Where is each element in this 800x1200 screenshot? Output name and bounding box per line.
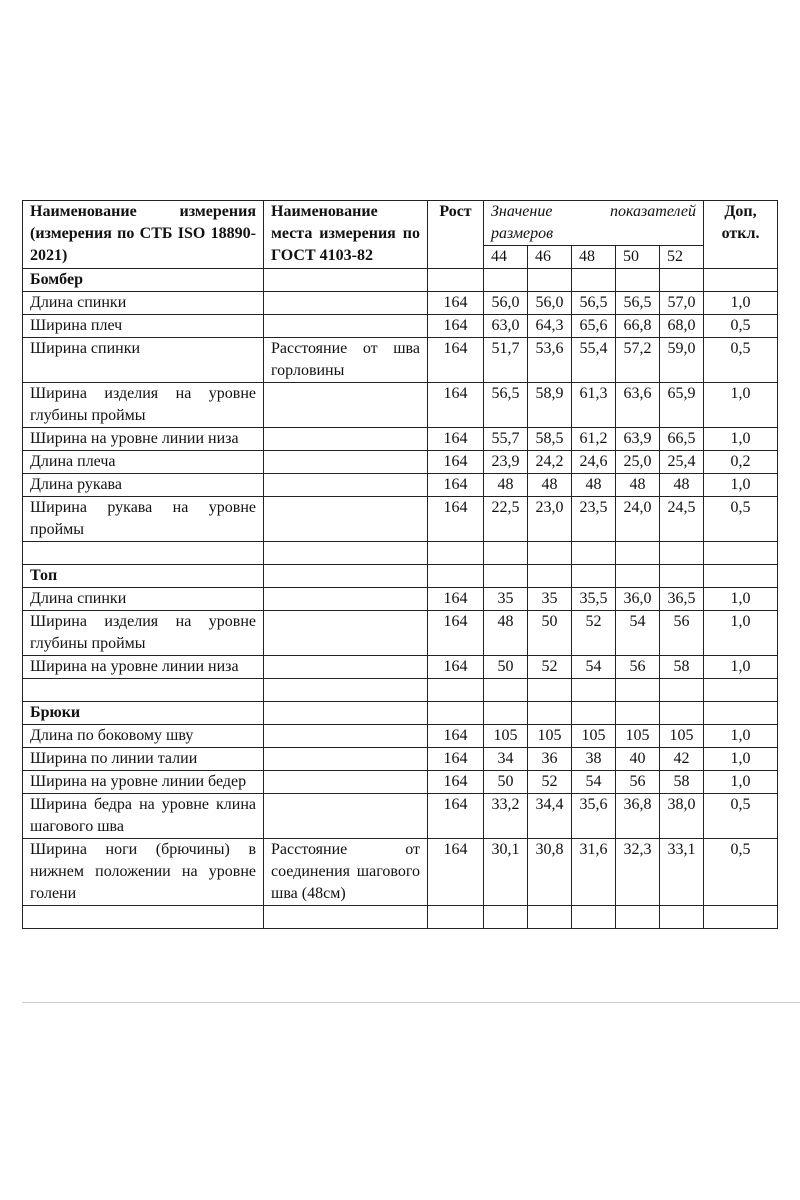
empty-cell xyxy=(660,269,704,292)
measurement-name: Ширина спинки xyxy=(23,338,264,383)
measurement-row xyxy=(23,839,778,906)
measurement-row xyxy=(23,656,778,679)
empty-cell xyxy=(572,542,616,565)
section-header-row xyxy=(23,702,778,725)
empty-row xyxy=(23,542,778,565)
height-value: 164 xyxy=(428,315,484,338)
size-value: 50 xyxy=(484,771,528,794)
measurement-place xyxy=(264,383,428,428)
empty-cell xyxy=(616,542,660,565)
size-value: 57,0 xyxy=(660,292,704,315)
measurement-place: Расстояние от шва горловины xyxy=(264,338,428,383)
measurement-name: Ширина ноги (брючины) в нижнем положении на уровне голени xyxy=(23,839,264,906)
measurement-place xyxy=(264,474,428,497)
size-value: 25,0 xyxy=(616,451,660,474)
size-value: 24,5 xyxy=(660,497,704,542)
size-value: 48 xyxy=(572,474,616,497)
tolerance-value: 0,5 xyxy=(704,315,778,338)
header-height: Рост xyxy=(428,201,484,269)
size-value: 68,0 xyxy=(660,315,704,338)
height-value: 164 xyxy=(428,428,484,451)
size-value: 30,8 xyxy=(528,839,572,906)
empty-cell xyxy=(616,906,660,929)
measurement-name: Ширина рукава на уровне проймы xyxy=(23,497,264,542)
empty-cell xyxy=(484,269,528,292)
empty-cell xyxy=(660,565,704,588)
measurement-row xyxy=(23,771,778,794)
size-value: 33,1 xyxy=(660,839,704,906)
empty-cell xyxy=(428,702,484,725)
empty-cell xyxy=(704,269,778,292)
measurement-name: Длина по боковому шву xyxy=(23,725,264,748)
header-size-values: Значение показателей размеров xyxy=(484,201,704,246)
size-value: 52 xyxy=(528,656,572,679)
size-value: 22,5 xyxy=(484,497,528,542)
empty-cell xyxy=(428,679,484,702)
measurement-row xyxy=(23,338,778,383)
size-value: 58,9 xyxy=(528,383,572,428)
header-measurement-name: Наименование измерения (измерения по СТБ ISO 18890-2021) xyxy=(23,201,264,269)
size-value: 23,5 xyxy=(572,497,616,542)
size-spec-table xyxy=(22,200,778,929)
size-value: 50 xyxy=(484,656,528,679)
empty-cell xyxy=(572,269,616,292)
size-value: 58 xyxy=(660,771,704,794)
empty-cell xyxy=(484,679,528,702)
height-value: 164 xyxy=(428,497,484,542)
size-value: 24,2 xyxy=(528,451,572,474)
height-value: 164 xyxy=(428,451,484,474)
empty-row xyxy=(23,906,778,929)
size-value: 54 xyxy=(572,771,616,794)
tolerance-value: 1,0 xyxy=(704,656,778,679)
size-value: 105 xyxy=(484,725,528,748)
size-value: 35 xyxy=(484,588,528,611)
size-value: 54 xyxy=(572,656,616,679)
size-value: 56,0 xyxy=(528,292,572,315)
measurement-place xyxy=(264,497,428,542)
size-value: 54 xyxy=(616,611,660,656)
size-value: 55,7 xyxy=(484,428,528,451)
measurement-row xyxy=(23,292,778,315)
measurement-place xyxy=(264,451,428,474)
empty-cell xyxy=(23,542,264,565)
empty-cell xyxy=(528,542,572,565)
height-value: 164 xyxy=(428,383,484,428)
size-value: 48 xyxy=(660,474,704,497)
size-value: 61,3 xyxy=(572,383,616,428)
size-value: 33,2 xyxy=(484,794,528,839)
size-value: 50 xyxy=(528,611,572,656)
empty-cell xyxy=(528,906,572,929)
tolerance-value: 1,0 xyxy=(704,611,778,656)
size-value: 59,0 xyxy=(660,338,704,383)
size-header: 46 xyxy=(528,246,572,269)
measurement-place xyxy=(264,794,428,839)
empty-cell xyxy=(616,269,660,292)
measurement-place xyxy=(264,725,428,748)
size-value: 105 xyxy=(572,725,616,748)
empty-cell xyxy=(704,906,778,929)
empty-cell xyxy=(660,679,704,702)
height-value: 164 xyxy=(428,771,484,794)
empty-cell xyxy=(616,702,660,725)
tolerance-value: 0,5 xyxy=(704,497,778,542)
empty-cell xyxy=(264,679,428,702)
section-title: Бомбер xyxy=(23,269,264,292)
empty-cell xyxy=(23,906,264,929)
empty-cell xyxy=(528,269,572,292)
empty-cell xyxy=(660,542,704,565)
measurement-place xyxy=(264,428,428,451)
size-value: 25,4 xyxy=(660,451,704,474)
height-value: 164 xyxy=(428,292,484,315)
measurement-row xyxy=(23,588,778,611)
size-value: 24,0 xyxy=(616,497,660,542)
empty-cell xyxy=(484,702,528,725)
measurement-place xyxy=(264,748,428,771)
empty-cell xyxy=(23,679,264,702)
size-value: 56,5 xyxy=(484,383,528,428)
height-value: 164 xyxy=(428,611,484,656)
tolerance-value: 1,0 xyxy=(704,725,778,748)
size-header: 50 xyxy=(616,246,660,269)
tolerance-value: 1,0 xyxy=(704,474,778,497)
measurement-name: Ширина по линии талии xyxy=(23,748,264,771)
size-value: 56 xyxy=(616,656,660,679)
measurement-name: Ширина на уровне линии низа xyxy=(23,656,264,679)
size-value: 35,6 xyxy=(572,794,616,839)
size-value: 35,5 xyxy=(572,588,616,611)
empty-cell xyxy=(264,269,428,292)
measurement-row xyxy=(23,611,778,656)
section-title: Топ xyxy=(23,565,264,588)
section-title: Брюки xyxy=(23,702,264,725)
size-value: 65,9 xyxy=(660,383,704,428)
size-header: 52 xyxy=(660,246,704,269)
empty-cell xyxy=(528,565,572,588)
empty-cell xyxy=(704,565,778,588)
size-value: 23,0 xyxy=(528,497,572,542)
measurement-row xyxy=(23,748,778,771)
measurement-name: Ширина на уровне линии низа xyxy=(23,428,264,451)
measurement-name: Ширина изделия на уровне глубины проймы xyxy=(23,611,264,656)
size-value: 36,5 xyxy=(660,588,704,611)
empty-cell xyxy=(264,702,428,725)
measurement-row xyxy=(23,725,778,748)
height-value: 164 xyxy=(428,839,484,906)
empty-cell xyxy=(264,906,428,929)
size-value: 38 xyxy=(572,748,616,771)
size-value: 34,4 xyxy=(528,794,572,839)
empty-cell xyxy=(428,906,484,929)
size-value: 48 xyxy=(484,474,528,497)
size-value: 42 xyxy=(660,748,704,771)
tolerance-value: 0,5 xyxy=(704,338,778,383)
measurement-row xyxy=(23,474,778,497)
measurement-place xyxy=(264,588,428,611)
tolerance-value: 0,2 xyxy=(704,451,778,474)
tolerance-value: 0,5 xyxy=(704,794,778,839)
size-value: 32,3 xyxy=(616,839,660,906)
tolerance-value: 0,5 xyxy=(704,839,778,906)
measurement-place xyxy=(264,771,428,794)
size-value: 48 xyxy=(616,474,660,497)
height-value: 164 xyxy=(428,656,484,679)
height-value: 164 xyxy=(428,794,484,839)
section-header-row xyxy=(23,269,778,292)
measurement-row xyxy=(23,497,778,542)
measurement-name: Ширина изделия на уровне глубины проймы xyxy=(23,383,264,428)
size-value: 56,0 xyxy=(484,292,528,315)
tolerance-value: 1,0 xyxy=(704,428,778,451)
size-value: 61,2 xyxy=(572,428,616,451)
measurement-place xyxy=(264,656,428,679)
size-value: 63,0 xyxy=(484,315,528,338)
empty-cell xyxy=(428,565,484,588)
height-value: 164 xyxy=(428,474,484,497)
size-value: 56 xyxy=(660,611,704,656)
size-value: 38,0 xyxy=(660,794,704,839)
empty-cell xyxy=(704,542,778,565)
size-value: 36,0 xyxy=(616,588,660,611)
empty-cell xyxy=(428,269,484,292)
empty-cell xyxy=(264,565,428,588)
measurement-name: Длина спинки xyxy=(23,588,264,611)
size-value: 63,9 xyxy=(616,428,660,451)
measurement-row xyxy=(23,383,778,428)
empty-cell xyxy=(484,906,528,929)
size-value: 35 xyxy=(528,588,572,611)
size-value: 66,5 xyxy=(660,428,704,451)
size-value: 40 xyxy=(616,748,660,771)
empty-cell xyxy=(528,702,572,725)
size-value: 64,3 xyxy=(528,315,572,338)
tolerance-value: 1,0 xyxy=(704,771,778,794)
measurement-row xyxy=(23,794,778,839)
size-value: 105 xyxy=(528,725,572,748)
size-value: 105 xyxy=(660,725,704,748)
page-divider xyxy=(22,1002,800,1003)
size-value: 56,5 xyxy=(572,292,616,315)
measurement-row xyxy=(23,428,778,451)
size-header: 44 xyxy=(484,246,528,269)
height-value: 164 xyxy=(428,725,484,748)
size-value: 58 xyxy=(660,656,704,679)
size-value: 31,6 xyxy=(572,839,616,906)
empty-cell xyxy=(704,679,778,702)
size-value: 51,7 xyxy=(484,338,528,383)
empty-cell xyxy=(572,906,616,929)
tolerance-value: 1,0 xyxy=(704,748,778,771)
size-header: 48 xyxy=(572,246,616,269)
size-value: 34 xyxy=(484,748,528,771)
size-value: 48 xyxy=(528,474,572,497)
tolerance-value: 1,0 xyxy=(704,588,778,611)
empty-cell xyxy=(616,679,660,702)
height-value: 164 xyxy=(428,338,484,383)
tolerance-value: 1,0 xyxy=(704,292,778,315)
empty-cell xyxy=(572,702,616,725)
measurement-place xyxy=(264,611,428,656)
measurement-name: Ширина плеч xyxy=(23,315,264,338)
size-value: 52 xyxy=(528,771,572,794)
empty-cell xyxy=(572,565,616,588)
header-measurement-place: Наименование места измерения по ГОСТ 4103-82 xyxy=(264,201,428,269)
size-value: 57,2 xyxy=(616,338,660,383)
measurement-row xyxy=(23,315,778,338)
size-value: 56,5 xyxy=(616,292,660,315)
tolerance-value: 1,0 xyxy=(704,383,778,428)
empty-cell xyxy=(528,679,572,702)
header-tolerance: Доп, откл. xyxy=(704,201,778,269)
size-value: 105 xyxy=(616,725,660,748)
size-value: 52 xyxy=(572,611,616,656)
empty-cell xyxy=(660,702,704,725)
size-value: 36,8 xyxy=(616,794,660,839)
empty-cell xyxy=(484,565,528,588)
empty-cell xyxy=(616,565,660,588)
height-value: 164 xyxy=(428,588,484,611)
size-value: 55,4 xyxy=(572,338,616,383)
size-value: 36 xyxy=(528,748,572,771)
empty-cell xyxy=(484,542,528,565)
size-value: 30,1 xyxy=(484,839,528,906)
empty-cell xyxy=(704,702,778,725)
size-value: 65,6 xyxy=(572,315,616,338)
size-value: 53,6 xyxy=(528,338,572,383)
empty-row xyxy=(23,679,778,702)
height-value: 164 xyxy=(428,748,484,771)
empty-cell xyxy=(660,906,704,929)
size-value: 66,8 xyxy=(616,315,660,338)
empty-cell xyxy=(264,542,428,565)
empty-cell xyxy=(428,542,484,565)
measurement-name: Длина плеча xyxy=(23,451,264,474)
size-value: 23,9 xyxy=(484,451,528,474)
size-value: 24,6 xyxy=(572,451,616,474)
measurement-name: Длина рукава xyxy=(23,474,264,497)
size-value: 63,6 xyxy=(616,383,660,428)
empty-cell xyxy=(572,679,616,702)
measurement-name: Ширина бедра на уровне клина шагового шва xyxy=(23,794,264,839)
header-row xyxy=(23,201,778,246)
measurement-place xyxy=(264,292,428,315)
measurement-name: Ширина на уровне линии бедер xyxy=(23,771,264,794)
measurement-place: Расстояние от соединения шагового шва (48см) xyxy=(264,839,428,906)
measurement-row xyxy=(23,451,778,474)
measurement-place xyxy=(264,315,428,338)
section-header-row xyxy=(23,565,778,588)
size-value: 56 xyxy=(616,771,660,794)
size-value: 58,5 xyxy=(528,428,572,451)
measurement-name: Длина спинки xyxy=(23,292,264,315)
size-value: 48 xyxy=(484,611,528,656)
